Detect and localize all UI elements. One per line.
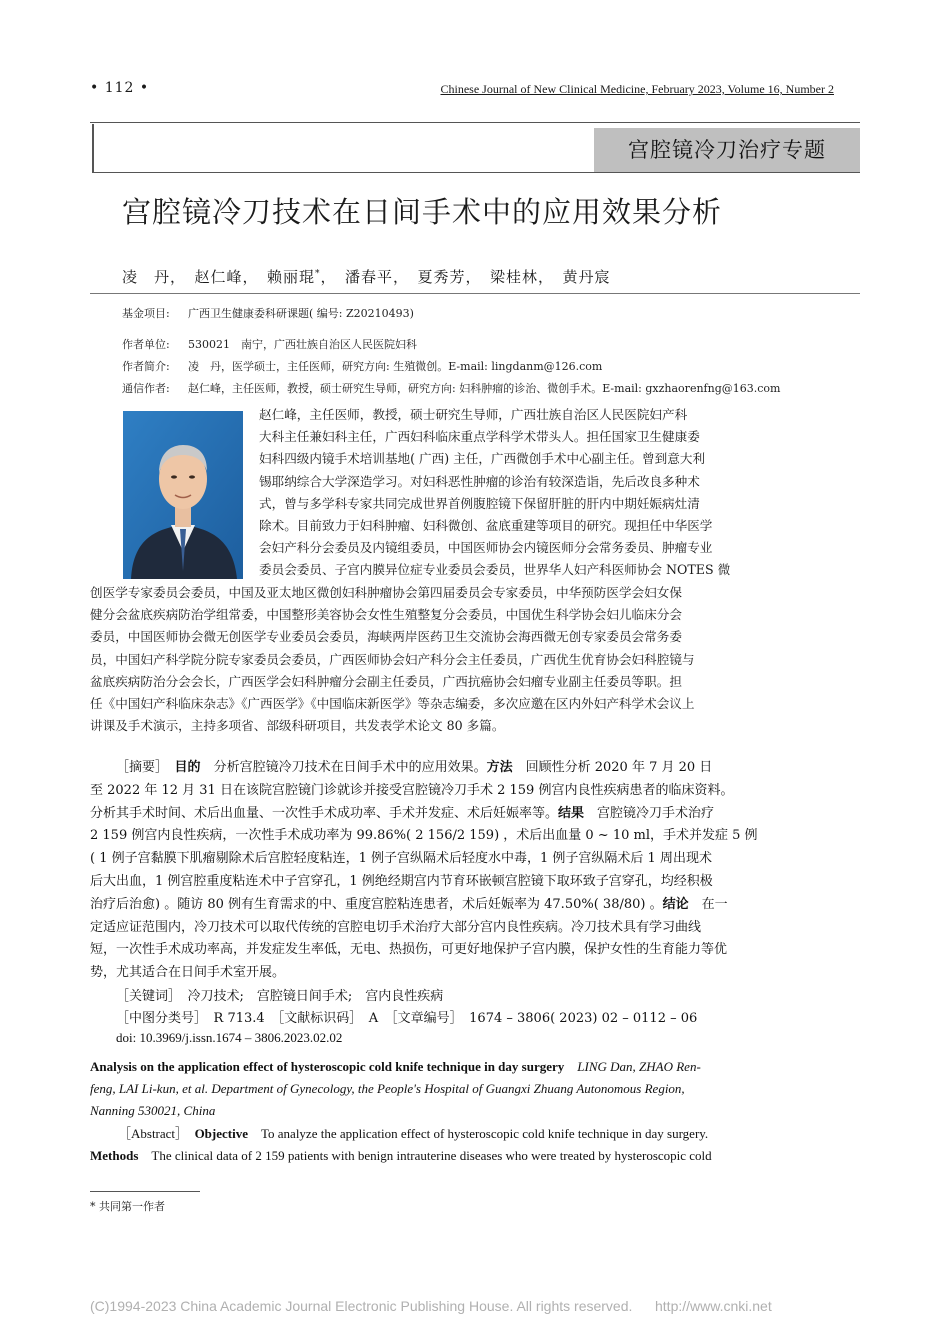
classification-line: ［中图分类号］ R 713.4 ［文献标识码］ A ［文章编号］ 1674 – 3806( 2023) 02 – 0112 – 06 <box>116 1011 698 1026</box>
author-rule <box>90 293 860 294</box>
journal-header: Chinese Journal of New Clinical Medicine, February 2023, Volume 16, Number 2 <box>440 82 834 96</box>
bio-full-width <box>90 582 780 737</box>
bio-line: 赵仁峰，主任医师，教授，硕士研究生导师，广西壮族自治区人民医院妇产科 <box>259 407 688 422</box>
bio-line: 式，曾与多学科专家共同完成世界首例腹腔镜下保留肝脏的肝内中期妊娠病灶清 <box>259 495 700 511</box>
bio-line: 盆底疾病防治分会会长，广西医学会妇科肿瘤分会副主任委员，广西抗癌协会妇瘤专业副主任委员等职。担 <box>90 673 682 689</box>
authors-part-1: 凌 丹， 赵仁峰， 赖丽琨 <box>122 268 316 286</box>
author-list <box>122 266 611 287</box>
bio-beside-photo <box>259 404 789 582</box>
results-label: 结果 <box>558 805 585 821</box>
bio-line: 任《中国妇产科临床杂志》《广西医学》《中国临床新医学》等杂志编委，多次应邀在区内外妇产科学术会议上 <box>90 695 695 711</box>
english-abstract: Analysis on the application effect of hysteroscopic cold knife technique in day surgery LING Dan, ZHAO Ren- feng, LAI Li-kun, et al. Department of Gynecology, the People's Hospital of Guangxi Zhuang Autonomous Region, Nanning 530021, China ［Abstract］ Objective To analyze the application effect of hysteroscopic cold knife technique in day surgery. Methods The clinical data of 2 159 patients with benign intrauterine diseases who were treated by hysteroscopic cold <box>90 1059 712 1163</box>
footnote: * 共同第一作者 <box>90 1200 165 1213</box>
header-vertical-rule <box>92 124 94 172</box>
abstract-cn: ［摘要］ 目的 分析宫腔镜冷刀技术在日间手术中的应用效果。方法 回顾性分析 2020 年 7 月 20 日 至 2022 年 12 月 31 日在该院宫腔镜门诊就诊并接受宫腔镜冷刀手术 2 159 例宫内良性疾病患者的临床资料。 分析其手术时间、术后出血量、一次性手术成功率、手术并发症、术后妊娠率等。结果 宫腔镜冷刀手术治疗 2 159 例宫内良性疾病，一次性手术成功率为 99.86%( 2 156/2 159) ，术后出血量 0 ~ 10 ml，手术并发症 5 例 ( 1 例子宫黏膜下肌瘤剔除术后宫腔轻度粘连，1 例子宫纵隔术后轻度水中毒，1 例子宫纵隔术后 1 周出现术 后大出血，1 例宫腔重度粘连术中子宫穿孔，1 例绝经期宫内节育环嵌顿宫腔镜下取环致子宫穿孔，均经积极 治疗后治愈) 。随访 80 例有生育需求的中、重度宫腔粘连患者，术后妊娠率为 47.50%( 38/80) 。结论 在一 定适应证范围内，冷刀技术可以取代传统的宫腔电切手术治疗大部分宫内良性疾病。冷刀技术具有学习曲线 短，一次性手术成功率高，并发症发生率低，无电、热损伤，可更好地保护子宫内膜，保护女性的生育能力等优 势，尤其适合在日间手术室开展。 <box>90 760 758 981</box>
keywords: ［关键词］ 冷刀技术; 宫腔镜日间手术; 宫内良性疾病 <box>116 989 444 1004</box>
corresponding-author-line: 通信作者: 赵仁峰，主任医师，教授，硕士研究生导师，研究方向: 妇科肿瘤的诊治、微创手术。E-mail: gxzhaorenfng@163.com <box>122 382 781 395</box>
bio-line: 大科主任兼妇科主任，广西妇科临床重点学科学术带头人。担任国家卫生健康委 <box>259 429 700 445</box>
fund-line: 基金项目: 广西卫生健康委科研课题( 编号: Z20210493) <box>122 307 414 320</box>
english-abstract-label: ［Abstract］ <box>118 1125 182 1141</box>
abstract-label: ［摘要］ <box>116 760 162 775</box>
footnote-rule <box>90 1191 200 1192</box>
header-rule <box>90 122 860 123</box>
page-number: • 112 • <box>90 80 150 96</box>
english-title: Analysis on the application effect of hysteroscopic cold knife technique in day surgery <box>90 1059 565 1074</box>
conclusion-label: 结论 <box>662 896 689 912</box>
bio-line: 会妇产科分会委员及内镜组委员，中国医师协会内镜医师分会常务委员、肿瘤专业 <box>259 540 713 556</box>
topic-banner: 宫腔镜冷刀治疗专题 <box>628 138 826 162</box>
author-portrait <box>123 411 243 579</box>
methods-label: 方法 <box>486 760 513 775</box>
author-intro-line: 作者简介: 凌 丹，医学硕士，主任医师，研究方向: 生殖微创。E-mail: lingdanm@126.com <box>122 360 603 373</box>
topic-rule <box>92 172 860 173</box>
objective-label: 目的 <box>174 760 201 775</box>
doi: doi: 10.3969/j.issn.1674 – 3806.2023.02.02 <box>116 1030 343 1045</box>
bio-line: 员，中国妇产科学院分院专家委员会委员，广西医师协会妇产科分会主任委员，广西优生优育协会妇科腔镜与 <box>90 651 695 667</box>
bio-line: 创医学专家委员会委员，中国及亚太地区微创妇科肿瘤协会第四届委员会专家委员，中华预防医学会妇女保 <box>90 585 682 600</box>
bio-line: 讲课及手术演示，主持多项省、部级科研项目，共发表学术论文 80 多篇。 <box>90 718 505 734</box>
article-title: 宫腔镜冷刀技术在日间手术中的应用效果分析 <box>122 195 723 229</box>
co-first-author-mark: * <box>315 269 321 279</box>
bio-line: 除术。目前致力于妇科肿瘤、妇科微创、盆底重建等项目的研究。现担任中华医学 <box>259 517 713 533</box>
unit-line: 作者单位: 530021 南宁，广西壮族自治区人民医院妇科 <box>122 338 417 351</box>
portrait-image <box>123 411 243 579</box>
bio-line: 锡耶纳综合大学深造学习。对妇科恶性肿瘤的诊治有较深造诣，先后改良多种术 <box>259 473 700 489</box>
bio-line: 健分会盆底疾病防治学组常委，中国整形美容协会女性生殖整复分会委员，中国优生科学协会妇儿临床分会 <box>90 607 682 623</box>
keywords-label: ［关键词］ <box>116 989 175 1004</box>
copyright-line: (C)1994-2023 China Academic Journal Electronic Publishing House. All rights reserved. http://www.cnki.net <box>90 1298 772 1314</box>
authors-part-2: ， 潘春平， 夏秀芳， 梁桂林， 黄丹宸 <box>320 268 611 286</box>
bio-line: 妇科四级内镜手术培训基地( 广西) 主任，广西微创手术中心副主任。曾到意大利 <box>259 451 706 467</box>
bio-line: 委员会委员、子宫内膜异位症专业委员会委员，世界华人妇产科医师协会 NOTES 微 <box>259 562 731 578</box>
cnki-link[interactable]: http://www.cnki.net <box>655 1298 772 1314</box>
bio-line: 委员，中国医师协会微无创医学专业委员会委员，海峡两岸医药卫生交流协会海西微无创专家委员会常务委 <box>90 629 682 645</box>
